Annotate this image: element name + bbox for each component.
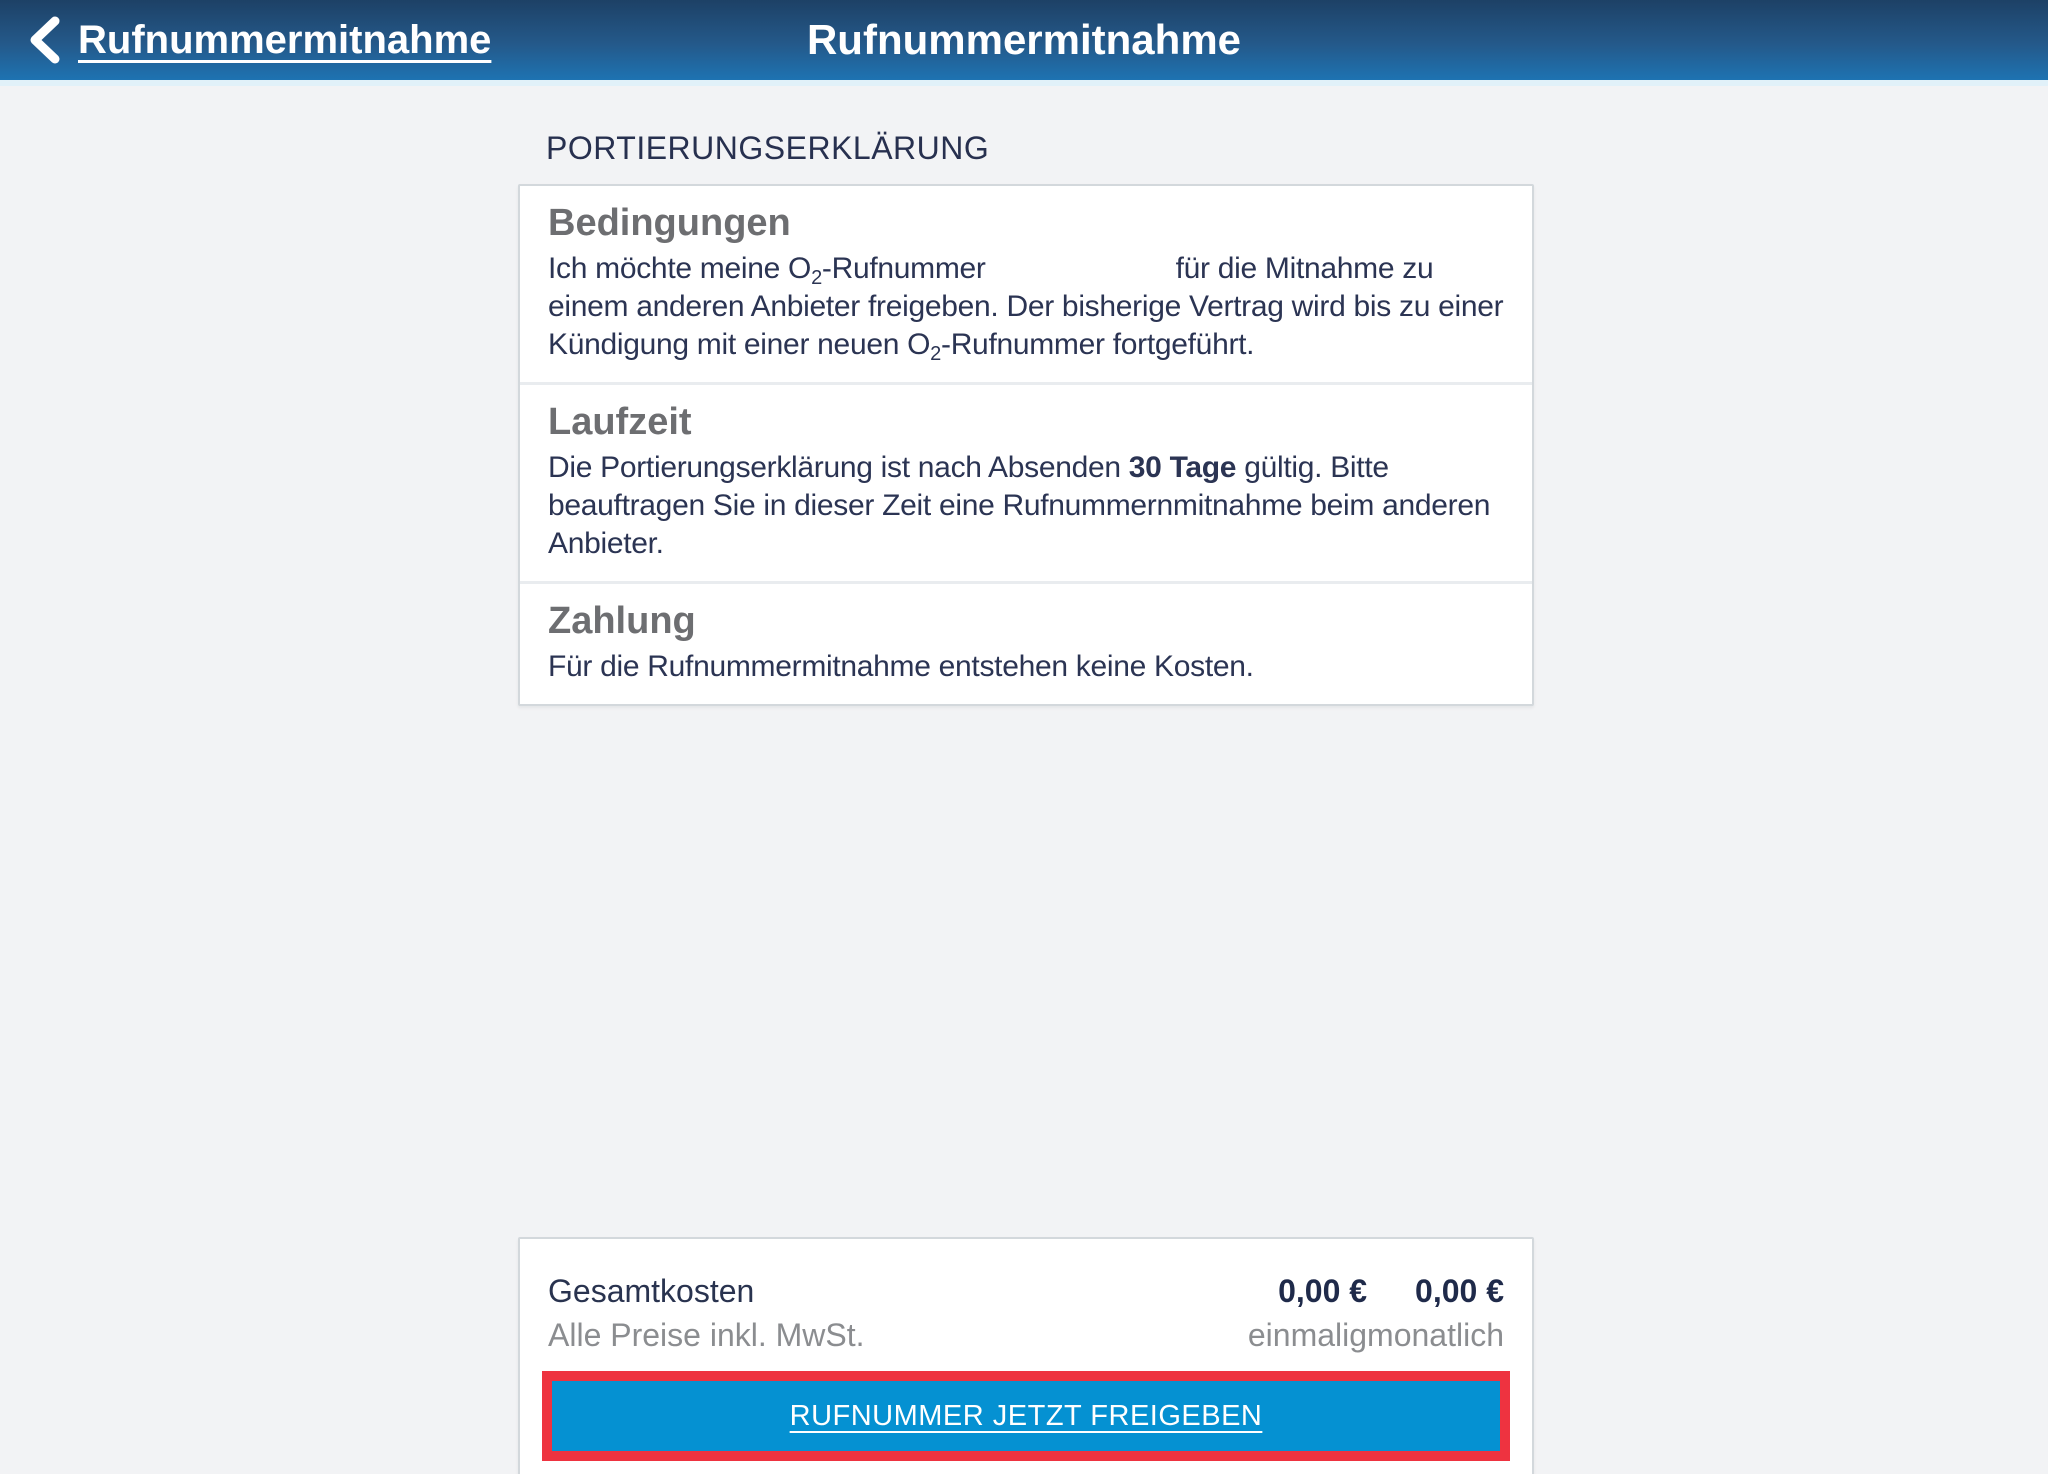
price-column bbox=[1367, 1269, 1504, 1357]
summary-card bbox=[518, 1237, 1534, 1474]
back-button[interactable] bbox=[26, 0, 491, 80]
back-label: Rufnummermitnahme bbox=[78, 17, 492, 62]
price-amount: 0,00 € bbox=[1415, 1273, 1504, 1309]
price-column bbox=[1177, 1269, 1367, 1357]
card-section bbox=[520, 382, 1532, 581]
vat-note: Alle Preise inkl. MwSt. bbox=[548, 1317, 865, 1353]
price-frequency-label: einmalig bbox=[1247, 1317, 1368, 1353]
card-section bbox=[520, 186, 1532, 382]
release-number-button[interactable] bbox=[552, 1381, 1500, 1451]
redacted-number-gap bbox=[986, 277, 1176, 278]
total-costs-label: Gesamtkosten bbox=[548, 1273, 755, 1309]
summary-row bbox=[520, 1269, 1532, 1357]
release-number-label: RUFNUMMER JETZT FREIGEBEN bbox=[789, 1399, 1263, 1432]
summary-labels bbox=[548, 1269, 1177, 1357]
page-title: Rufnummermitnahme bbox=[806, 16, 1242, 63]
header-bar bbox=[0, 0, 2048, 86]
price-amount: 0,00 € bbox=[1278, 1273, 1368, 1309]
card-section-heading: Bedingungen bbox=[548, 202, 791, 244]
card-section-text: Die Portierungserklärung ist nach Absenden 30 Tage gültig. Bitte beauftragen Sie in dieser Zeit eine Rufnummernmitnahme beim anderen Anbieter. bbox=[548, 451, 1491, 560]
card-section-heading: Laufzeit bbox=[548, 401, 692, 443]
card-section-text: Ich möchte meine $O_2$-Rufnummer für die Mitnahme zu einem anderen Anbieter freigeben. Der bisherige Vertrag wird bis zu einer Kündigung mit einer neuen $O_2$-Rufnummer fortgeführt. bbox=[548, 252, 1504, 365]
price-frequency-label: monatlich bbox=[1367, 1317, 1504, 1353]
section-label: PORTIERUNGSERKLÄRUNG bbox=[546, 130, 990, 166]
card-section-heading: Zahlung bbox=[548, 600, 696, 642]
price-columns bbox=[1177, 1269, 1504, 1357]
back-chevron-icon bbox=[26, 16, 62, 64]
portierung-card bbox=[518, 184, 1534, 706]
card-section bbox=[520, 581, 1532, 704]
annotation-highlight-box bbox=[542, 1371, 1510, 1461]
card-section-text: Für die Rufnummermitnahme entstehen keine Kosten. bbox=[548, 650, 1254, 683]
